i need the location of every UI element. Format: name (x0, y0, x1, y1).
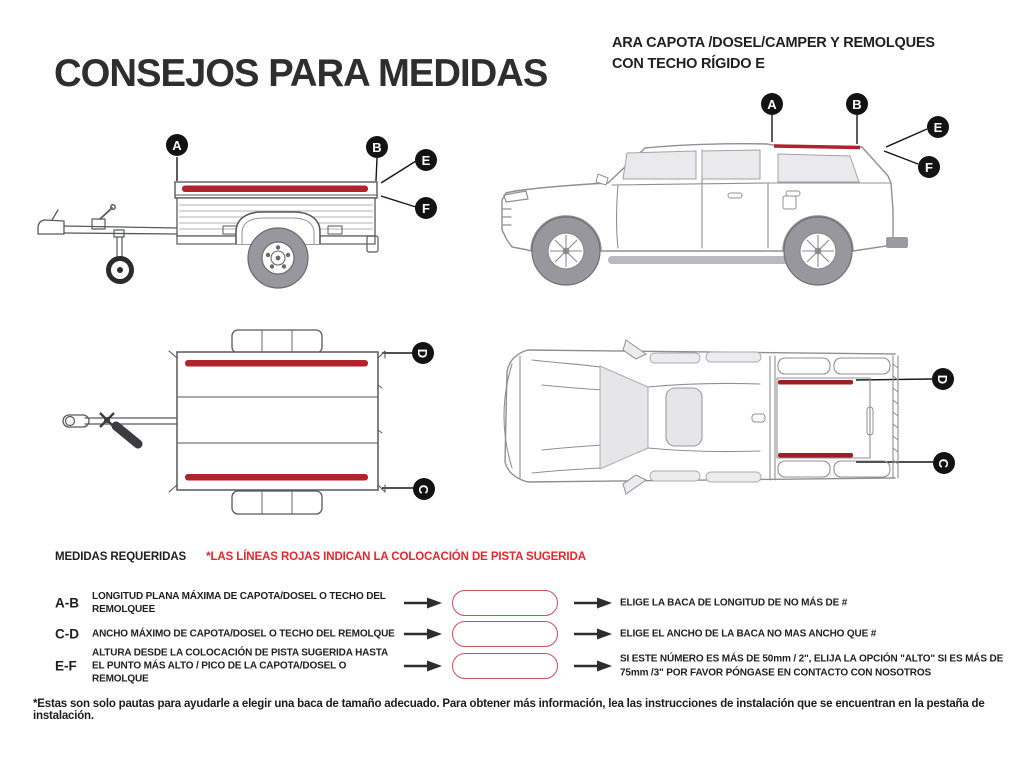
subtitle-line-1: ARA CAPOTA /DOSEL/CAMPER Y REMOLQUES (612, 35, 935, 51)
measurement-row-ab (0, 586, 1024, 620)
arrow-right-icon (574, 597, 612, 609)
measurement-key: C-D (55, 626, 79, 641)
measurement-key: A-B (55, 595, 79, 611)
measurement-guidance: ELIGE EL ANCHO DE LA BACA NO MAS ANCHO QUE # (620, 627, 877, 639)
legend-red-note: *LAS LÍNEAS ROJAS INDICAN LA COLOCACIÓN DE PISTA SUGERIDA (206, 551, 586, 563)
page-subtitle (612, 33, 935, 75)
callout-c: C (933, 452, 955, 474)
callout-b: B (366, 136, 388, 158)
truck-top-illustration (490, 330, 980, 530)
measurement-blank-field (452, 621, 558, 647)
legend-heading: MEDIDAS REQUERIDAS (55, 551, 187, 563)
truck-side-view-diagram (490, 90, 980, 305)
measurement-description: ANCHO MÁXIMO DE CAPOTA/DOSEL O TECHO DEL REMOLQUE (92, 628, 395, 639)
measurement-description: LONGITUD PLANA MÁXIMA DE CAPOTA/DOSEL O TECHO DEL REMOLQUEE (92, 591, 386, 615)
callout-a: A (761, 93, 783, 115)
measurement-row-ef (0, 648, 1024, 684)
callout-f: F (918, 156, 940, 178)
legend (55, 551, 586, 563)
trailer-side-view-diagram (30, 100, 450, 315)
arrow-right-icon (574, 628, 612, 640)
arrow-right-icon (404, 628, 442, 640)
measurement-blank-field (452, 653, 558, 679)
measurement-blank-field (452, 590, 558, 616)
measurement-key: E-F (55, 658, 77, 674)
callout-d: D (932, 368, 954, 390)
subtitle-line-2: CON TECHO RÍGIDO E (612, 56, 765, 73)
arrow-right-icon (404, 660, 442, 672)
callout-d: D (412, 342, 434, 364)
measurement-guidance: SI ESTE NÚMERO ES MÁS DE 50mm / 2", ELIJA LA OPCIÓN "ALTO" SI ES MÁS DE 75mm /3" POR FAVOR PÓNGASE EN CONTACTO CON NOSOTROS (620, 653, 1004, 678)
callout-a: A (166, 134, 188, 156)
callout-e: E (927, 116, 949, 138)
page-title: CONSEJOS PARA MEDIDAS (54, 52, 548, 96)
truck-side-illustration (490, 90, 980, 305)
callout-f: F (415, 197, 437, 219)
truck-top-view-diagram (490, 330, 980, 530)
measurement-guidance: ELIGE LA BACA DE LONGITUD DE NO MÁS DE # (620, 597, 848, 609)
callout-b: B (846, 93, 868, 115)
arrow-right-icon (574, 660, 612, 672)
measurement-description: ALTURA DESDE LA COLOCACIÓN DE PISTA SUGERIDA HASTA EL PUNTO MÁS ALTO / PICO DE LA CAPOTA/DOSEL O REMOLQUE (92, 647, 388, 685)
measurement-row-cd (0, 620, 1024, 647)
trailer-top-view-diagram (30, 325, 460, 525)
trailer-top-illustration (30, 325, 460, 525)
trailer-side-illustration (30, 100, 450, 315)
footer-note: *Estas son solo pautas para ayudarle a elegir una baca de tamaño adecuado. Para obtener más información, lea las instrucciones de instalación que se encuentran en la pestaña de instalación. (33, 698, 985, 722)
callout-e: E (415, 149, 437, 171)
callout-c: C (413, 478, 435, 500)
arrow-right-icon (404, 597, 442, 609)
